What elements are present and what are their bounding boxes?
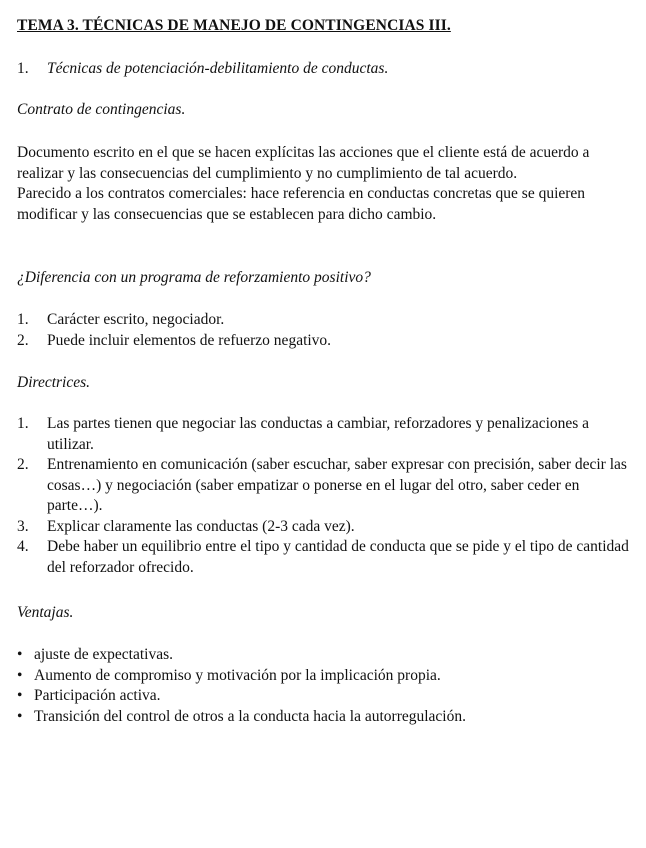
list-item [17, 686, 637, 707]
list-item-number: 1. [17, 415, 29, 432]
bullet-icon: • [17, 646, 23, 663]
list-item [17, 645, 637, 666]
contract-paragraph-1: Documento escrito en el que se hacen explícitas las acciones que el cliente está de acuerdo a realizar y las consecuencias del cumplimiento y no cumplimiento de tal acuerdo. [17, 144, 590, 182]
list-item-text: Participación activa. [34, 687, 161, 704]
advantages-heading: Ventajas. [17, 604, 74, 621]
list-item-text: Puede incluir elementos de refuerzo negativo. [47, 331, 332, 349]
advantages-list-block [17, 645, 637, 727]
list-item-number: 2. [17, 331, 29, 349]
section-1-heading [17, 59, 637, 80]
directives-list [17, 414, 637, 578]
directives-heading: Directrices. [17, 374, 91, 391]
list-item-number: 4. [17, 538, 29, 555]
list-item-text: Las partes tienen que negociar las conductas a cambiar, reforzadores y penalizaciones a utilizar. [47, 415, 590, 453]
bullet-icon: • [17, 666, 23, 684]
section-1-number: 1. [17, 60, 29, 77]
list-item-text: Carácter escrito, negociador. [47, 311, 225, 328]
list-item [17, 310, 637, 331]
contract-paragraph-2: Parecido a los contratos comerciales: hace referencia en conductas concretas que se quieren modificar y las consecuencias que se establecen para dicho cambio. [17, 185, 586, 223]
list-item [17, 517, 637, 538]
list-item [17, 666, 637, 687]
list-item [17, 414, 637, 455]
list-item-number: 3. [17, 517, 29, 535]
list-item-number: 1. [17, 311, 29, 328]
advantages-list [17, 645, 637, 727]
list-item-text: ajuste de expectativas. [34, 646, 174, 663]
list-item-text: Aumento de compromiso y motivación por la implicación propia. [34, 666, 441, 684]
directives-list-block [17, 414, 637, 578]
difference-list-block [17, 310, 637, 351]
document-title: TEMA 3. TÉCNICAS DE MANEJO DE CONTINGENCIAS III. [17, 17, 451, 34]
bullet-icon: • [17, 687, 23, 704]
contract-definition [17, 143, 637, 225]
list-item [17, 455, 637, 517]
list-item [17, 537, 637, 578]
difference-list [17, 310, 637, 351]
section-1-title: Técnicas de potenciación-debilitamiento de conductas. [47, 60, 389, 77]
list-item-text: Transición del control de otros a la conducta hacia la autorregulación. [34, 707, 466, 725]
bullet-icon: • [17, 707, 23, 725]
list-item-text: Entrenamiento en comunicación (saber escuchar, saber expresar con precisión, saber decir las cosas…) y negociación (saber empatizar o ponerse en el lugar del otro, saber ceder en parte…). [47, 456, 627, 514]
list-item-text: Explicar claramente las conductas (2-3 cada vez). [47, 517, 355, 535]
contract-heading: Contrato de contingencias. [17, 101, 186, 118]
list-item-text: Debe haber un equilibrio entre el tipo y cantidad de conducta que se pide y el tipo de cantidad del reforzador ofrecido. [47, 538, 629, 576]
list-item-number: 2. [17, 456, 29, 473]
list-item [17, 707, 637, 728]
difference-question: ¿Diferencia con un programa de reforzamiento positivo? [17, 269, 371, 286]
list-item [17, 331, 637, 352]
section-1-item [17, 59, 637, 80]
